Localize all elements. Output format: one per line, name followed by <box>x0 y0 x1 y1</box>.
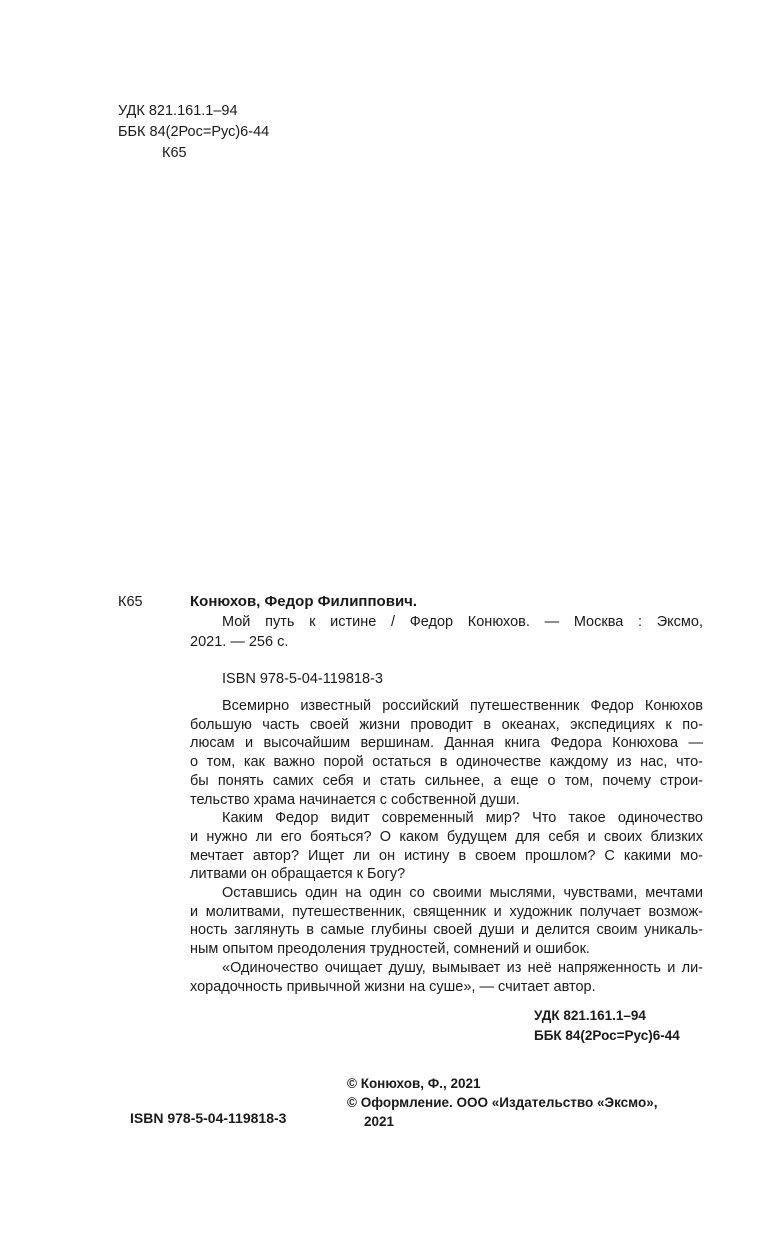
title-line: Мой путь к истине / Федор Конюхов. — Москва : Эксмо, <box>222 614 703 630</box>
paragraph-line: тельство храма начинается с собственной души. <box>190 791 520 808</box>
annotation-paragraph <box>190 809 703 884</box>
catalog-entry <box>190 592 703 996</box>
author-heading: Конюхов, Федор Филиппович. <box>190 593 418 610</box>
copyright-block <box>347 1074 658 1131</box>
classification-codes <box>534 1006 680 1046</box>
bbk-code-bold: ББК 84(2Рос=Рус)6-44 <box>534 1028 680 1043</box>
paragraph-line: бы понять самих себя и стать сильнее, а еще о том, почему строи- <box>190 772 703 789</box>
paragraph-line: большую часть своей жизни проводит в океанах, экспедициях к по- <box>190 716 703 733</box>
paragraph-line: Оставшись один на один со своими мыслями, чувствами, мечтами <box>222 885 703 902</box>
copyright-year: 2021 <box>364 1114 395 1129</box>
paragraph-line: о том, как важно порой остаться в одиночестве каждому из нас, что- <box>190 754 703 771</box>
annotation-paragraph <box>190 959 703 996</box>
copyright-author: © Конюхов, Ф., 2021 <box>347 1076 481 1091</box>
paragraph-line: Всемирно известный российский путешественник Федор Конюхов <box>222 698 703 714</box>
paragraph-line: литвами он обращается к Богу? <box>190 866 406 883</box>
paragraph-line: и молитвами, путешественник, священник и художник получает возмож- <box>190 903 703 920</box>
isbn: ISBN 978-5-04-119818-3 <box>222 671 383 687</box>
entry-author-mark: К65 <box>118 594 143 610</box>
paragraph-line: ным опытом преодоления трудностей, сомнений и ошибок. <box>190 941 590 958</box>
paragraph-line: ность заглянуть в самые глубины своей души и делится своим уникаль- <box>190 922 703 939</box>
isbn-bottom: ISBN 978-5-04-119818-3 <box>130 1110 287 1126</box>
copyright-design: © Оформление. ООО «Издательство «Эксмо», <box>347 1095 658 1110</box>
paragraph-line: люсам и высочайшим вершинам. Данная книга Федора Конюхова — <box>190 735 703 752</box>
paragraph-line: «Одиночество очищает душу, вымывает из неё напряженность и ли- <box>222 959 703 976</box>
top-classification-codes <box>118 101 269 164</box>
annotation <box>190 697 703 996</box>
paragraph-line: и нужно ли его бояться? О каком будущем для себя и своих близких <box>190 828 703 845</box>
bbk-code: ББК 84(2Рос=Рус)6-44 <box>118 124 270 140</box>
title-line: 2021. — 256 с. <box>190 634 289 650</box>
paragraph-line: хорадочность привычной жизни на суше», — считает автор. <box>190 978 596 995</box>
annotation-paragraph <box>190 884 703 959</box>
udk-code: УДК 821.161.1–94 <box>118 103 238 119</box>
annotation-paragraph <box>190 697 703 809</box>
paragraph-line: мечтает автор? Ищет ли он истину в своем прошлом? С какими мо- <box>190 847 703 864</box>
udk-code-bold: УДК 821.161.1–94 <box>534 1008 646 1023</box>
author-mark: К65 <box>162 145 187 161</box>
paragraph-line: Каким Федор видит современный мир? Что такое одиночество <box>222 810 703 827</box>
